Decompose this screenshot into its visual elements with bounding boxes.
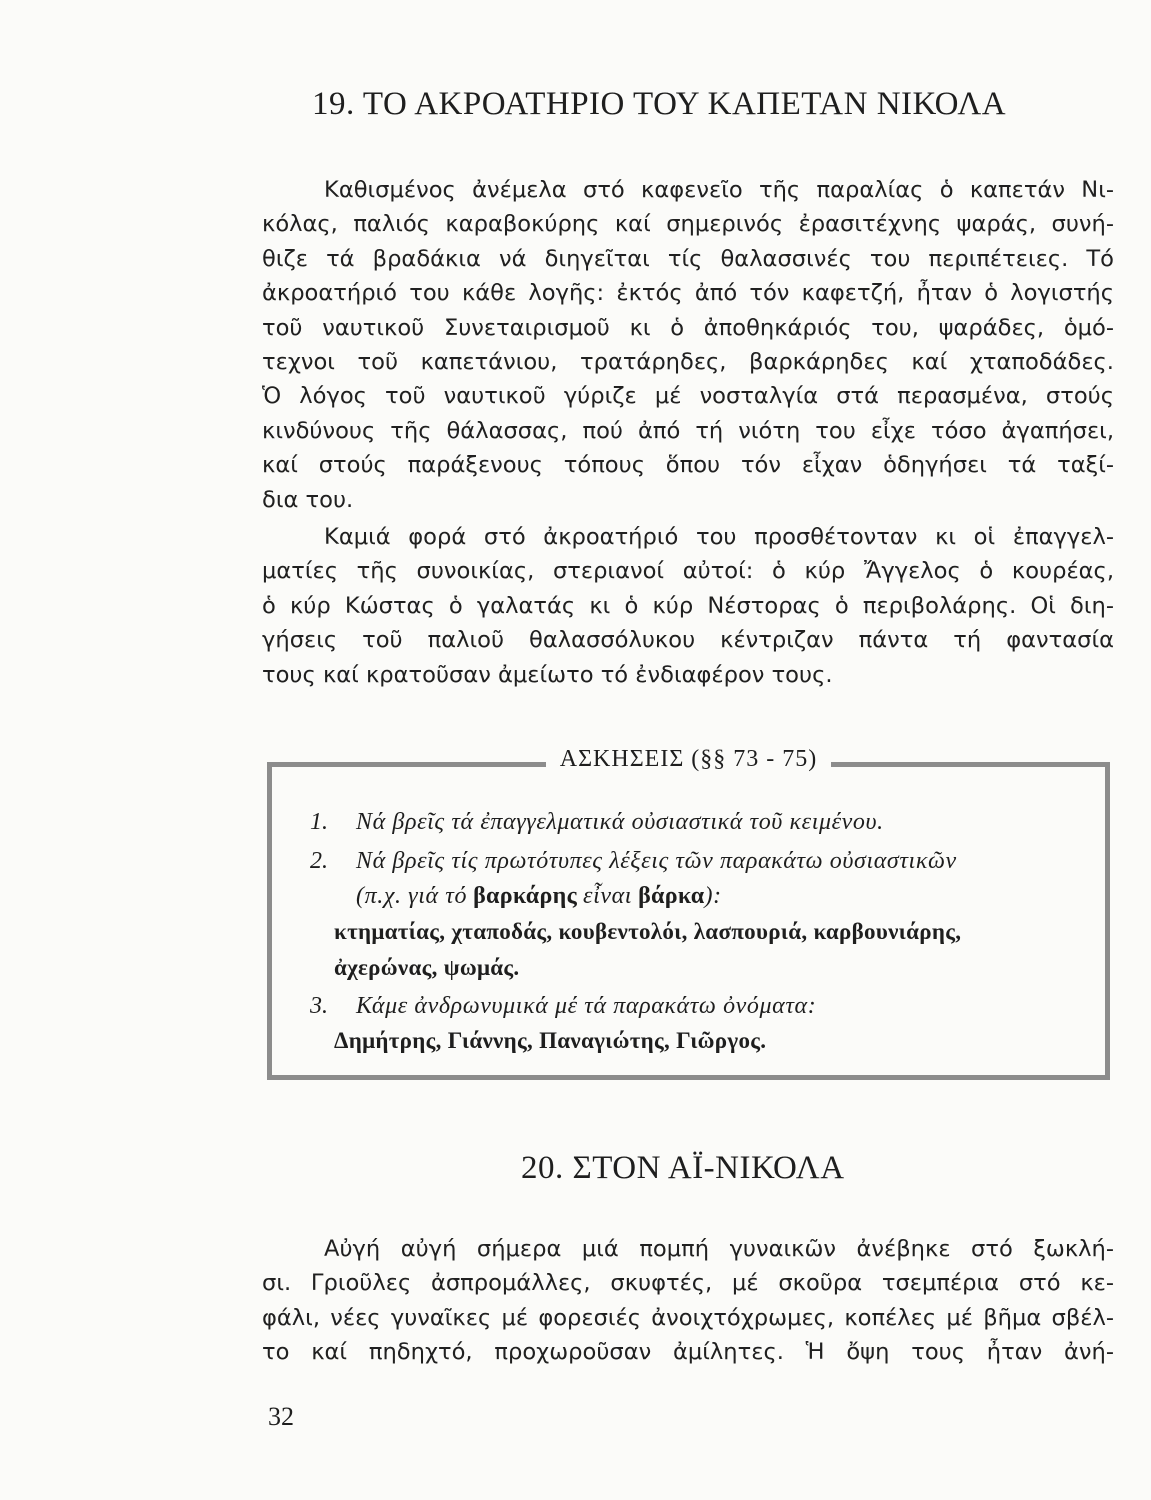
text-line: δια του. — [262, 486, 354, 513]
exercise-number: 1. — [310, 809, 328, 835]
text-line: ὁ κύρ Κώστας ὁ γαλατάς κι ὁ κύρ Νέστορας ὁ περιβολάρης. Οἱ διη- — [262, 592, 1114, 619]
text-line: θιζε τά βραδάκια νά διηγεῖται τίς θαλασσινές του περιπέτειες. Τό — [262, 245, 1114, 272]
text-line: τεχνοι τοῦ καπετάνιου, τρατάρηδες, βαρκάρηδες καί χταποδάδες. — [262, 349, 1114, 376]
exercise-number: 3. — [310, 993, 328, 1019]
text-line: ἀκροατήριό του κάθε λογῆς: ἐκτός ἀπό τόν καφετζή, ἦταν ὁ λογιστής — [262, 280, 1114, 307]
text-line: φάλι, νέες γυναῖκες μέ φορεσιές ἀνοιχτόχρωμες, κοπέλες μέ βῆμα σβέλ- — [262, 1304, 1114, 1331]
section-19-paragraph-1 — [262, 173, 1114, 517]
text-line: Καθισμένος ἀνέμελα στό καφενεῖο τῆς παραλίας ὁ καπετάν Νι- — [324, 177, 1114, 203]
example-close: ): — [704, 883, 722, 909]
text-line: κόλας, παλιός καραβοκύρης καί σημερινός ἐρασιτέχνης ψαράς, συνή- — [262, 211, 1114, 238]
example-mid: εἶναι — [583, 883, 633, 909]
exercise-instruction: Νά βρεῖς τίς πρωτότυπες λέξεις τῶν παρακάτω οὐσιαστικῶν — [356, 848, 957, 874]
section-19-title: 19. ΤΟ ΑΚΡΟΑΤΗΡΙΟ ΤΟΥ ΚΑΠΕΤΑΝ ΝΙΚΟΛΑ — [312, 86, 1007, 122]
exercise-3-words: Δημήτρης, Γιάννης, Παναγιώτης, Γιῶργος. — [334, 1028, 767, 1053]
page-number: 32 — [268, 1402, 294, 1431]
text-line: καί στούς παράξενους τόπους ὅπου τόν εἶχαν ὁδηγήσει τά ταξί- — [262, 452, 1114, 479]
exercise-2-words-line-2: ἀχερώνας, ψωμάς. — [334, 955, 520, 980]
exercise-number: 2. — [310, 848, 328, 874]
exercise-2-example — [356, 883, 722, 910]
section-19-paragraph-2 — [262, 520, 1114, 692]
section-20-title: 20. ΣΤΟΝ ΑΪ-ΝΙΚΟΛΑ — [521, 1150, 845, 1186]
exercise-2-words-line-1: κτηματίας, χταποδάς, κουβεντολόι, λασπουριά, καρβουνιάρης, — [334, 919, 962, 944]
text-line: σι. Γριοῦλες ἀσπρομάλλες, σκυφτές, μέ σκοῦρα τσεμπέρια στό κε- — [262, 1270, 1114, 1297]
text-line: κινδύνους τῆς θάλασσας, πού ἀπό τή νιότη του εἶχε τόσο ἀγαπήσει, — [262, 417, 1114, 444]
exercises-heading: ΑΣΚΗΣΕΙΣ (§§ 73 - 75) — [272, 746, 1105, 773]
text-line: το καί πηδηχτό, προχωροῦσαν ἀμίλητες. Ἡ ὄψη τους ἦταν ἀνή- — [262, 1339, 1114, 1366]
section-20-paragraph — [262, 1232, 1114, 1370]
text-line: τοῦ ναυτικοῦ Συνεταιρισμοῦ κι ὁ ἀποθηκάριός του, ψαράδες, ὁμό- — [262, 314, 1114, 341]
text-line: ματίες τῆς συνοικίας, στεριανοί αὐτοί: ὁ κύρ Ἄγγελος ὁ κουρέας, — [262, 558, 1114, 585]
text-line: Ὁ λόγος τοῦ ναυτικοῦ γύριζε μέ νοσταλγία στά περασμένα, στούς — [262, 383, 1114, 410]
exercises-box — [267, 746, 1110, 1080]
text-line: τους καί κρατοῦσαν ἀμείωτο τό ἐνδιαφέρον τους. — [262, 661, 833, 688]
text-line: Αὐγή αὐγή σήμερα μιά πομπή γυναικῶν ἀνέβηκε στό ξωκλή- — [324, 1236, 1114, 1262]
example-word: βαρκάρης — [473, 883, 578, 909]
text-line: γήσεις τοῦ παλιοῦ θαλασσόλυκου κέντριζαν πάντα τή φαντασία — [262, 627, 1114, 654]
example-result: βάρκα — [638, 883, 705, 909]
example-open: (π.χ. γιά τό — [356, 883, 468, 909]
exercise-instruction: Νά βρεῖς τά ἐπαγγελματικά οὐσιαστικά τοῦ κειμένου. — [356, 809, 884, 835]
exercise-instruction: Κάμε ἀνδρωνυμικά μέ τά παρακάτω ὀνόματα: — [356, 993, 817, 1019]
text-line: Καμιά φορά στό ἀκροατήριό του προσθέτονταν κι οἱ ἐπαγγελ- — [324, 524, 1114, 550]
